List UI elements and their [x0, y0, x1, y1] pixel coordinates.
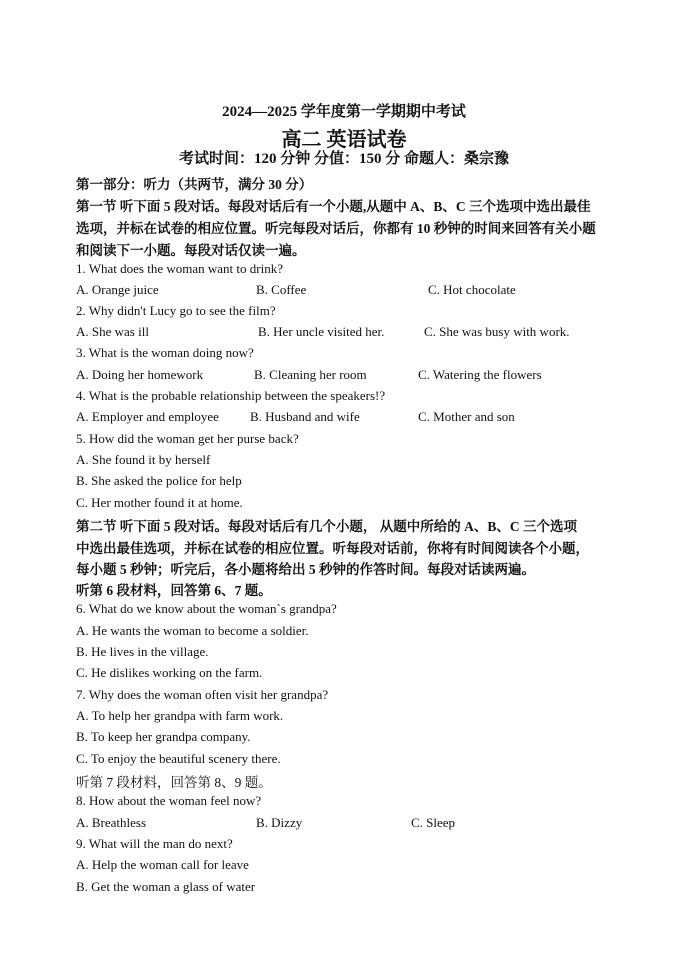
exam-info: 考试时间：120 分钟 分值：150 分 命题人：桑宗豫 [178, 151, 509, 167]
question-1-option-b: B. Coffee [256, 282, 307, 297]
question-5-option-c: C. Her mother found it at home. [76, 495, 243, 510]
section1-instruction-line1: 第一节 听下面 5 段对话。每段对话后有一个小题,从题中 A、B、C 三个选项中选出最佳 [76, 199, 591, 214]
question-3: 3. What is the woman doing now? [76, 345, 254, 360]
question-1-option-c: C. Hot chocolate [428, 282, 516, 297]
question-2-option-b: B. Her uncle visited her. [258, 324, 385, 339]
question-8-option-a: A. Breathless [76, 815, 147, 830]
exam-term-title: 2024—2025 学年度第一学期期中考试 [222, 104, 466, 120]
question-9: 9. What will the man do next? [76, 836, 233, 851]
question-6-option-b: B. He lives in the village. [76, 644, 209, 659]
question-3-option-a: A. Doing her homework [76, 367, 204, 382]
question-7: 7. Why does the woman often visit her grandpa? [76, 687, 329, 702]
question-2: 2. Why didn't Lucy go to see the film? [76, 303, 276, 318]
material-6-intro: 听第 6 段材料，回答第 6、7 题。 [76, 583, 272, 598]
question-6-option-c: C. He dislikes working on the farm. [76, 665, 263, 680]
exam-subject-title: 高二 英语试卷 [281, 129, 407, 151]
section2-instruction-line2: 中选出最佳选项，并标在试卷的相应位置。听每段对话前，你将有时间阅读各个小题， [76, 541, 589, 556]
section2-instruction-line3: 每小题 5 秒钟；听完后，各小题将给出 5 秒钟的作答时间。每段对话读两遍。 [76, 562, 535, 577]
question-8-option-c: C. Sleep [411, 815, 456, 830]
question-1: 1. What does the woman want to drink? [76, 261, 283, 276]
question-6-option-a: A. He wants the woman to become a soldier. [76, 623, 309, 638]
question-8: 8. How about the woman feel now? [76, 793, 262, 808]
question-8-option-b: B. Dizzy [256, 815, 303, 830]
question-7-option-c: C. To enjoy the beautiful scenery there. [76, 751, 281, 766]
material-7-intro: 听第 7 段材料，回答第 8、9 题。 [76, 775, 272, 790]
part1-title: 第一部分：听力（共两节，满分 30 分） [76, 177, 313, 192]
question-7-option-b: B. To keep her grandpa company. [76, 729, 251, 744]
question-2-option-c: C. She was busy with work. [424, 324, 570, 339]
question-9-option-a: A. Help the woman call for leave [76, 857, 249, 872]
question-3-option-b: B. Cleaning her room [254, 367, 367, 382]
question-4-option-b: B. Husband and wife [250, 409, 360, 424]
question-9-option-b: B. Get the woman a glass of water [76, 879, 256, 894]
question-4-option-a: A. Employer and employee [76, 409, 219, 424]
question-3-option-c: C. Watering the flowers [418, 367, 542, 382]
question-5-option-b: B. She asked the police for help [76, 473, 242, 488]
question-7-option-a: A. To help her grandpa with farm work. [76, 708, 284, 723]
question-4-option-c: C. Mother and son [418, 409, 515, 424]
section1-instruction-line3: 和阅读下一小题。每段对话仅读一遍。 [76, 243, 306, 258]
question-2-option-a: A. She was ill [76, 324, 149, 339]
question-1-option-a: A. Orange juice [76, 282, 159, 297]
question-5-option-a: A. She found it by herself [76, 452, 211, 467]
question-6: 6. What do we know about the woman`s grandpa? [76, 601, 337, 616]
question-4: 4. What is the probable relationship between the speakers!? [76, 388, 386, 403]
section1-instruction-line2: 选项，并标在试卷的相应位置。听完每段对话后，你都有 10 秒钟的时间来回答有关小题 [76, 221, 596, 236]
question-5: 5. How did the woman get her purse back? [76, 431, 299, 446]
section2-instruction-line1: 第二节 听下面 5 段对话。每段对话后有几个小题， 从题中所给的 A、B、C 三个选项 [76, 519, 578, 534]
